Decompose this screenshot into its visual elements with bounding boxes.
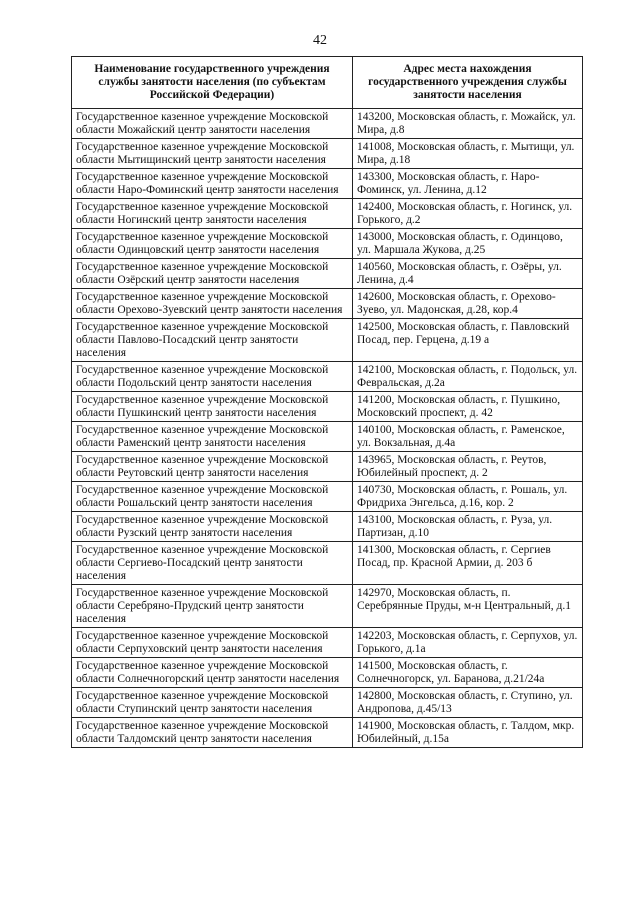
table-row: [72, 512, 583, 542]
institution-address-cell: 142600, Московская область, г. Орехово-Зуево, ул. Мадонская, д.28, кор.4: [353, 289, 583, 319]
institution-address-cell: 142203, Московская область, г. Серпухов, ул. Горького, д.1а: [353, 628, 583, 658]
institution-name-cell: Государственное казенное учреждение Московской области Мытищинский центр занятости населения: [72, 139, 353, 169]
table-row: [72, 199, 583, 229]
table-row: [72, 289, 583, 319]
institution-address-cell: 141900, Московская область, г. Талдом, мкр. Юбилейный, д.15а: [353, 718, 583, 748]
header-institution-address: Адрес места нахождения государственного учреждения службы занятости населения: [353, 57, 583, 109]
table-row: [72, 139, 583, 169]
institution-address-cell: 142970, Московская область, п. Серебрянные Пруды, м-н Центральный, д.1: [353, 585, 583, 628]
institution-address-cell: 142800, Московская область, г. Ступино, ул. Андропова, д.45/13: [353, 688, 583, 718]
institution-name-cell: Государственное казенное учреждение Московской области Талдомский центр занятости населения: [72, 718, 353, 748]
table-row: [72, 169, 583, 199]
institution-address-cell: 141300, Московская область, г. Сергиев Посад, пр. Красной Армии, д. 203 б: [353, 542, 583, 585]
table-row: [72, 688, 583, 718]
table-row: [72, 585, 583, 628]
table-row: [72, 718, 583, 748]
table-header-row: [72, 57, 583, 109]
institution-address-cell: 140730, Московская область, г. Рошаль, ул. Фридриха Энгельса, д.16, кор. 2: [353, 482, 583, 512]
table-row: [72, 452, 583, 482]
institution-name-cell: Государственное казенное учреждение Московской области Ступинский центр занятости населения: [72, 688, 353, 718]
institution-name-cell: Государственное казенное учреждение Московской области Озёрский центр занятости населения: [72, 259, 353, 289]
table-row: [72, 392, 583, 422]
institution-address-cell: 140560, Московская область, г. Озёры, ул. Ленина, д.4: [353, 259, 583, 289]
institution-name-cell: Государственное казенное учреждение Московской области Рузский центр занятости населения: [72, 512, 353, 542]
institution-name-cell: Государственное казенное учреждение Московской области Серебряно-Прудский центр занятости населения: [72, 585, 353, 628]
employment-centers-table: [71, 56, 583, 748]
institution-address-cell: 143965, Московская область, г. Реутов, Юбилейный проспект, д. 2: [353, 452, 583, 482]
institution-address-cell: 142500, Московская область, г. Павловский Посад, пер. Герцена, д.19 а: [353, 319, 583, 362]
table-row: [72, 109, 583, 139]
institution-address-cell: 142400, Московская область, г. Ногинск, ул. Горького, д.2: [353, 199, 583, 229]
institution-name-cell: Государственное казенное учреждение Московской области Раменский центр занятости населения: [72, 422, 353, 452]
table-row: [72, 229, 583, 259]
institution-name-cell: Государственное казенное учреждение Московской области Солнечногорский центр занятости населения: [72, 658, 353, 688]
table-row: [72, 319, 583, 362]
institution-name-cell: Государственное казенное учреждение Московской области Ногинский центр занятости населения: [72, 199, 353, 229]
institution-address-cell: 143100, Московская область, г. Руза, ул. Партизан, д.10: [353, 512, 583, 542]
institution-name-cell: Государственное казенное учреждение Московской области Можайский центр занятости населения: [72, 109, 353, 139]
institution-name-cell: Государственное казенное учреждение Московской области Павлово-Посадский центр занятости населения: [72, 319, 353, 362]
institution-address-cell: 142100, Московская область, г. Подольск, ул. Февральская, д.2а: [353, 362, 583, 392]
table-row: [72, 628, 583, 658]
institution-address-cell: 143200, Московская область, г. Можайск, ул. Мира, д.8: [353, 109, 583, 139]
table-row: [72, 658, 583, 688]
institution-name-cell: Государственное казенное учреждение Московской области Реутовский центр занятости населения: [72, 452, 353, 482]
table-body: [72, 109, 583, 748]
institution-address-cell: 141008, Московская область, г. Мытищи, ул. Мира, д.18: [353, 139, 583, 169]
table-row: [72, 482, 583, 512]
institution-name-cell: Государственное казенное учреждение Московской области Орехово-Зуевский центр занятости населения: [72, 289, 353, 319]
institution-address-cell: 141200, Московская область, г. Пушкино, Московский проспект, д. 42: [353, 392, 583, 422]
institution-name-cell: Государственное казенное учреждение Московской области Наро-Фоминский центр занятости населения: [72, 169, 353, 199]
institution-name-cell: Государственное казенное учреждение Московской области Подольский центр занятости населения: [72, 362, 353, 392]
institution-name-cell: Государственное казенное учреждение Московской области Одинцовский центр занятости населения: [72, 229, 353, 259]
institution-address-cell: 141500, Московская область, г. Солнечногорск, ул. Баранова, д.21/24а: [353, 658, 583, 688]
institution-address-cell: 143300, Московская область, г. Наро-Фоминск, ул. Ленина, д.12: [353, 169, 583, 199]
institution-name-cell: Государственное казенное учреждение Московской области Рошальский центр занятости населения: [72, 482, 353, 512]
institution-address-cell: 140100, Московская область, г. Раменское, ул. Вокзальная, д.4а: [353, 422, 583, 452]
institution-address-cell: 143000, Московская область, г. Одинцово, ул. Маршала Жукова, д.25: [353, 229, 583, 259]
page-number: 42: [313, 33, 327, 48]
table-row: [72, 422, 583, 452]
table-row: [72, 259, 583, 289]
institution-name-cell: Государственное казенное учреждение Московской области Сергиево-Посадский центр занятости населения: [72, 542, 353, 585]
table-row: [72, 542, 583, 585]
table-row: [72, 362, 583, 392]
institution-name-cell: Государственное казенное учреждение Московской области Пушкинский центр занятости населения: [72, 392, 353, 422]
institution-name-cell: Государственное казенное учреждение Московской области Серпуховский центр занятости населения: [72, 628, 353, 658]
header-institution-name: Наименование государственного учреждения службы занятости населения (по субъектам Российской Федерации): [72, 57, 353, 109]
